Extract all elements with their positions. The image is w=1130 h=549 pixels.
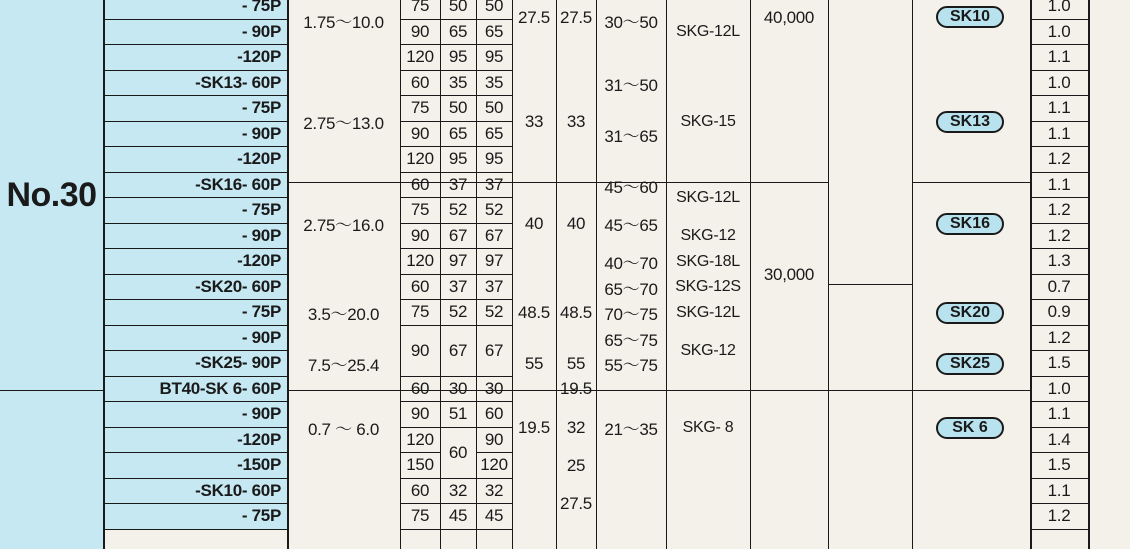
skg-cell: SKG-12L	[676, 23, 740, 41]
dim-d-cell: 90	[400, 122, 440, 148]
dim-l2-cell: 50	[476, 0, 512, 20]
skg-cell: SKG-15	[680, 112, 736, 130]
dim-d-cell: 120	[400, 428, 440, 454]
L2-cell: 67	[476, 326, 512, 377]
clamp-cell: 40～70	[604, 254, 658, 274]
skg-cell: SKG- 8	[682, 418, 734, 436]
dim-l2-cell: 30	[476, 377, 512, 403]
b-cell: 33	[566, 111, 586, 131]
dim-l2-cell: 65	[476, 122, 512, 148]
dim-l2-cell: 95	[476, 45, 512, 71]
dim-l1-cell: 67	[440, 224, 476, 250]
row-divider	[287, 390, 1030, 391]
range-cell: 0.7 ～ 6.0	[307, 420, 379, 439]
dim-d-cell: 90	[400, 20, 440, 46]
range-cell: 7.5～25.4	[307, 356, 380, 376]
a-cell: 33	[524, 111, 544, 131]
dim-l1-cell: 52	[440, 198, 476, 224]
a-cell: 55	[524, 353, 544, 373]
b-cell: 48.5	[560, 302, 592, 322]
holder-size-badge: SK 6	[936, 417, 1004, 439]
a-cell: 19.5	[518, 417, 550, 437]
dim-d-cell: 75	[400, 504, 440, 530]
model-cell: - 90P	[103, 20, 287, 46]
model-cell: -150P	[103, 453, 287, 479]
holder-size-badge: SK25	[936, 353, 1004, 375]
dim-l1-cell: 52	[440, 300, 476, 326]
column-divider	[1088, 0, 1090, 549]
column-divider	[556, 0, 557, 549]
L1-cell: 67	[440, 326, 476, 377]
range-cell: 3.5～20.0	[307, 305, 380, 325]
weight-cell: 1.0	[1030, 20, 1088, 46]
b-cell: 32	[566, 417, 586, 437]
dim-d-cell: 90	[400, 224, 440, 250]
clamp-cell: 21～35	[604, 420, 658, 439]
dim-l1-cell: 51	[440, 402, 476, 428]
weight-cell: 1.0	[1030, 71, 1088, 97]
column-divider	[476, 0, 477, 549]
dim-d-cell: 120	[400, 45, 440, 71]
d-cell: 90	[400, 326, 440, 377]
dim-l2-cell: 120	[476, 453, 512, 479]
dim-d-cell: 120	[400, 249, 440, 275]
dim-d-cell: 90	[400, 402, 440, 428]
column-divider	[400, 0, 401, 549]
column-divider	[287, 0, 289, 549]
column-divider	[440, 0, 441, 549]
row-divider	[912, 182, 1030, 183]
clamp-cell: 65～75	[604, 330, 658, 350]
clamp-cell: 30～50	[604, 13, 658, 32]
weight-cell: 1.1	[1030, 173, 1088, 199]
dim-d-cell: 75	[400, 300, 440, 326]
dim-l2-cell: 65	[476, 20, 512, 46]
model-cell: -SK25- 90P	[103, 351, 287, 377]
clamp-cell: 31～50	[604, 75, 658, 95]
model-cell: -SK13- 60P	[103, 71, 287, 97]
dim-d-cell: 75	[400, 0, 440, 20]
model-cell: -120P	[103, 45, 287, 71]
dim-l1-cell: 65	[440, 20, 476, 46]
dim-d-cell: 75	[400, 96, 440, 122]
a-cell: 27.5	[518, 8, 550, 27]
column-divider	[103, 0, 105, 549]
column-divider	[828, 0, 829, 549]
model-cell: - 90P	[103, 326, 287, 352]
range-cell: 2.75～16.0	[303, 216, 384, 235]
dim-l1-cell: 45	[440, 504, 476, 530]
clamp-cell: 55～75	[604, 356, 658, 376]
model-cell: - 75P	[103, 96, 287, 122]
weight-cell: 0.7	[1030, 275, 1088, 301]
skg-cell: SKG-12L	[676, 189, 740, 206]
weight-cell: 1.3	[1030, 249, 1088, 275]
range-cell: 2.75～13.0	[303, 114, 384, 133]
dim-l1-cell: 95	[440, 147, 476, 173]
column-divider	[666, 0, 667, 549]
weight-cell: 1.1	[1030, 402, 1088, 428]
group-label: No.30	[0, 0, 103, 390]
row-divider	[0, 390, 103, 391]
weight-cell: 1.1	[1030, 96, 1088, 122]
weight-cell: 1.2	[1030, 224, 1088, 250]
holder-size-badge: SK16	[936, 213, 1004, 235]
weight-cell: 0.9	[1030, 300, 1088, 326]
model-cell: - 90P	[103, 122, 287, 148]
dim-d-cell: 150	[400, 453, 440, 479]
dim-d-cell: 75	[400, 198, 440, 224]
dim-l2-cell: 52	[476, 300, 512, 326]
column-divider	[596, 0, 597, 549]
skg-cell: SKG-18L	[676, 252, 740, 270]
dim-l1-cell: 50	[440, 96, 476, 122]
dim-d-cell: 60	[400, 377, 440, 403]
clamp-cell: 31～65	[604, 126, 658, 146]
model-cell: -SK20- 60P	[103, 275, 287, 301]
weight-cell: 1.5	[1030, 453, 1088, 479]
dim-l2-cell: 95	[476, 147, 512, 173]
b-cell: 27.5	[560, 494, 592, 513]
dim-l2-cell: 37	[476, 275, 512, 301]
weight-cell: 1.5	[1030, 351, 1088, 377]
dim-l1-cell: 35	[440, 71, 476, 97]
dim-l1-cell: 37	[440, 275, 476, 301]
model-cell: -SK16- 60P	[103, 173, 287, 199]
group-label	[0, 390, 103, 549]
weight-cell: 1.1	[1030, 479, 1088, 505]
model-cell: BT40-SK 6- 60P	[103, 377, 287, 403]
weight-cell: 1.2	[1030, 147, 1088, 173]
model-cell: -120P	[103, 147, 287, 173]
dim-l1-cell: 30	[440, 377, 476, 403]
dim-l2-cell: 35	[476, 71, 512, 97]
dim-d-cell: 60	[400, 275, 440, 301]
weight-cell: 1.2	[1030, 326, 1088, 352]
dim-l2-cell: 50	[476, 96, 512, 122]
column-divider	[1030, 0, 1032, 549]
dim-l1-cell: 95	[440, 45, 476, 71]
skg-cell: SKG-12S	[675, 278, 741, 296]
row-divider	[828, 284, 912, 285]
model-cell: - 90P	[103, 402, 287, 428]
column-divider	[750, 0, 751, 549]
weight-cell: 1.1	[1030, 122, 1088, 148]
model-cell: - 75P	[103, 198, 287, 224]
row-divider	[287, 182, 828, 183]
dim-l1-cell: 32	[440, 479, 476, 505]
dim-d-cell: 60	[400, 173, 440, 199]
model-cell: - 75P	[103, 300, 287, 326]
b-cell: 40	[566, 213, 586, 233]
a-cell: 48.5	[518, 302, 550, 322]
weight-cell: 1.2	[1030, 198, 1088, 224]
dim-l2-cell: 37	[476, 173, 512, 199]
L1-cell: 60	[440, 428, 476, 479]
model-cell: - 75P	[103, 0, 287, 20]
holder-size-badge: SK13	[936, 111, 1004, 133]
clamp-cell: 45～60	[604, 177, 658, 197]
b-cell: 55	[566, 353, 586, 373]
dim-l2-cell: 52	[476, 198, 512, 224]
model-cell: -SK10- 60P	[103, 479, 287, 505]
weight-cell: 1.4	[1030, 428, 1088, 454]
clamp-cell: 45～65	[604, 216, 658, 235]
b-cell: 19.5	[560, 379, 592, 399]
dim-l2-cell: 90	[476, 428, 512, 454]
model-cell: - 75P	[103, 504, 287, 530]
clamp-cell: 65～70	[604, 279, 658, 299]
b-cell: 27.5	[560, 8, 592, 27]
dim-d-cell: 60	[400, 479, 440, 505]
model-cell: - 90P	[103, 224, 287, 250]
dim-l2-cell: 60	[476, 402, 512, 428]
dim-l1-cell: 65	[440, 122, 476, 148]
holder-size-badge: SK10	[936, 6, 1004, 28]
dim-l1-cell: 97	[440, 249, 476, 275]
weight-cell: 1.0	[1030, 377, 1088, 403]
holder-size-badge: SK20	[936, 302, 1004, 324]
dim-l1-cell: 37	[440, 173, 476, 199]
dim-l2-cell: 97	[476, 249, 512, 275]
skg-cell: SKG-12	[680, 227, 736, 245]
rpm-cell: 30,000	[763, 264, 815, 284]
a-cell: 40	[524, 213, 544, 233]
range-cell: 1.75～10.0	[303, 13, 384, 32]
rpm-cell: 40,000	[763, 8, 815, 27]
dim-d-cell: 60	[400, 71, 440, 97]
dim-l2-cell: 32	[476, 479, 512, 505]
column-divider	[912, 0, 913, 549]
dim-d-cell: 120	[400, 147, 440, 173]
column-divider	[512, 0, 513, 549]
skg-cell: SKG-12	[680, 342, 736, 359]
model-cell: -120P	[103, 249, 287, 275]
weight-cell: 1.0	[1030, 0, 1088, 20]
weight-cell: 1.2	[1030, 504, 1088, 530]
skg-cell: SKG-12L	[676, 303, 740, 321]
dim-l2-cell: 67	[476, 224, 512, 250]
model-cell: -120P	[103, 428, 287, 454]
b-cell: 25	[566, 455, 586, 475]
dim-l1-cell: 50	[440, 0, 476, 20]
dim-l2-cell: 45	[476, 504, 512, 530]
weight-cell: 1.1	[1030, 45, 1088, 71]
clamp-cell: 70～75	[604, 305, 658, 325]
